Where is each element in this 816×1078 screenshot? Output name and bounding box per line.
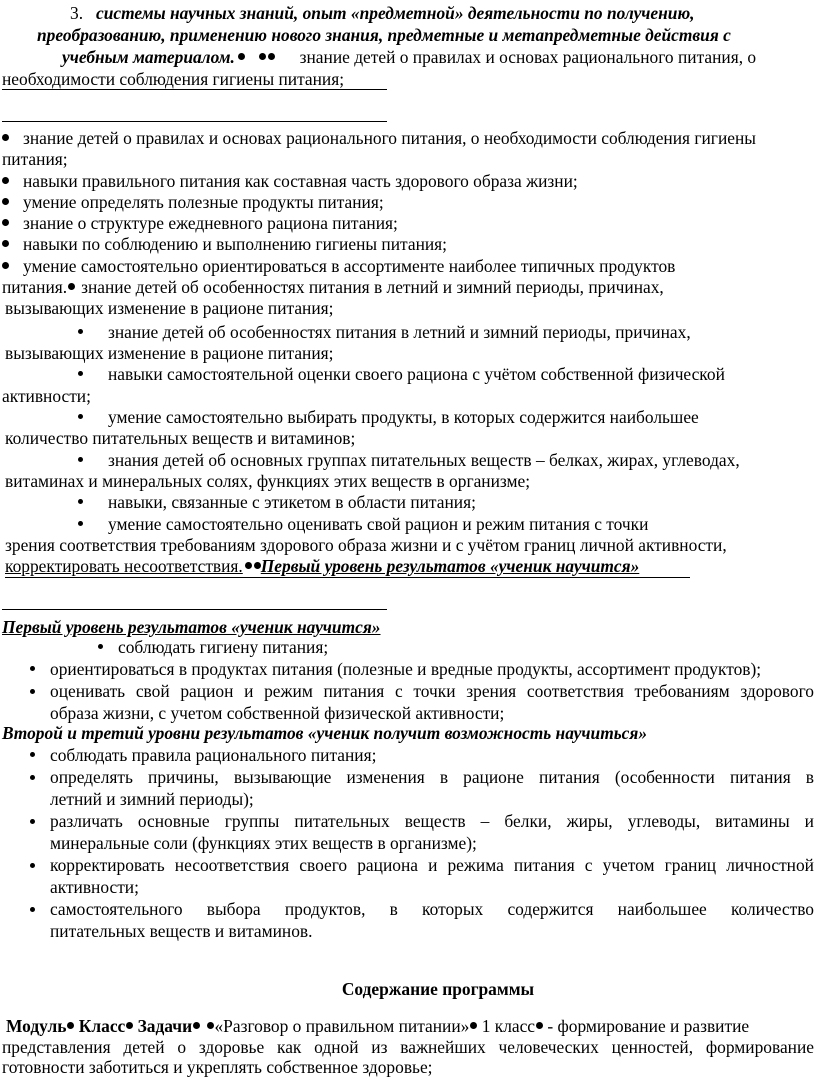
bullet-dot-icon (30, 689, 35, 694)
list-item: знания детей об основных группах питательных веществ – белках, жирах, углеводах, (78, 450, 740, 471)
list-item-continuation: минеральные соли (функциях этих веществ в организме); (50, 833, 477, 853)
list-item: знание детей о правилах и основах рационального питания, о необходимости соблюдения гигиены (2, 128, 756, 149)
bullet-dot-icon (259, 53, 266, 60)
horizontal-rule (2, 89, 387, 90)
heading-number: 3. (70, 3, 84, 23)
bullet-dot-icon (78, 521, 83, 526)
bullet-dot-icon (78, 371, 83, 376)
bullet-dot-icon (78, 499, 83, 504)
list-item-continuation: вызывающих изменение в рационе питания; (5, 298, 334, 318)
bullet-dot-icon (2, 198, 9, 205)
list-item-continuation: питания; (2, 149, 68, 169)
program-line-2: представления детей о здоровье как одной из важнейших человеческих ценностей, формирование (2, 1037, 814, 1057)
level2-title: Второй и третий уровни результатов «ученик получит возможность научиться» (2, 723, 648, 743)
bullet-dot-icon (30, 907, 35, 912)
list-item: знание детей об особенностях питания в летний и зимний периоды, причинах, (78, 322, 691, 343)
program-title: Содержание программы (341, 979, 535, 999)
list-item: навыки, связанные с этикетом в области питания; (78, 492, 476, 513)
bullet-dot-icon (2, 177, 9, 184)
list-item-continuation: активности; (50, 877, 139, 897)
horizontal-rule (2, 609, 387, 610)
list-item: определять причины, вызывающие изменения в рационе питания (особенности питания в (30, 767, 814, 788)
bullet-dot-icon (98, 644, 103, 649)
list-item: оценивать свой рацион и режим питания с точки зрения соответствия требованиям здорового (30, 681, 814, 702)
bullet-dot-icon (245, 562, 252, 569)
correct-line: корректировать несоответствия. Первый уровень результатов «ученик научится» (5, 556, 640, 576)
program-line-3: готовности заботиться и укреплять собственное здоровье; (2, 1057, 433, 1077)
list-item: самостоятельного выбора продуктов, в которых содержится наибольшее количество (30, 899, 814, 920)
list-item: умение самостоятельно оценивать свой рацион и режим питания с точки (78, 514, 648, 535)
list-item-continuation: образа жизни, с учетом собственной физической активности; (50, 703, 505, 723)
bullet-dot-icon (268, 53, 275, 60)
bullet-dot-icon (2, 219, 9, 226)
heading-line-3-italic: учебным материалом. (62, 47, 235, 67)
bullet-dot-icon (68, 283, 75, 290)
program-line-1: Модуль Класс Задачи «Разговор о правильном питании» 1 класс - формирование и развитие (6, 1016, 750, 1036)
list-item-continuation: питательных веществ и витаминов. (50, 921, 313, 941)
list-item: соблюдать правила рационального питания; (30, 745, 376, 766)
list-item-continuation: активности; (2, 386, 91, 406)
bullet-dot-icon (78, 329, 83, 334)
bullet-dot-icon (2, 134, 9, 141)
bullet-dot-icon (2, 240, 9, 247)
list-item: навыки самостоятельной оценки своего рациона с учётом собственной физической (78, 364, 725, 385)
level1-title: Первый уровень результатов «ученик научится» (2, 617, 381, 637)
list-item: различать основные группы питательных веществ – белки, жиры, углеводы, витамины и (30, 811, 814, 832)
horizontal-rule (2, 121, 387, 122)
heading-line-3-rest: знание детей о правилах и основах рационального питания, о (299, 47, 757, 67)
list-item: соблюдать гигиену питания; (98, 637, 328, 658)
heading-line-3 (62, 47, 756, 68)
list-item-continuation: зрения соответствия требованиям здорового образа жизни и с учётом границ личной активности, (5, 535, 727, 555)
bullet-dot-icon (193, 1022, 200, 1029)
bullet-dot-icon (30, 819, 35, 824)
list-item-continuation: витаминах и минеральных солях, функциях этих веществ в организме; (5, 471, 531, 491)
bullet-dot-icon (238, 53, 245, 60)
horizontal-rule (5, 577, 690, 578)
list-item: навыки правильного питания как составная часть здорового образа жизни; (2, 171, 578, 192)
list-item: знание о структуре ежедневного рациона питания; (2, 213, 398, 234)
bullet-dot-icon (30, 752, 35, 757)
list-item-continuation: вызывающих изменение в рационе питания; (5, 343, 334, 363)
bullet-dot-icon (126, 1022, 133, 1029)
list-item: умение самостоятельно выбирать продукты, в которых содержится наибольшее (78, 407, 699, 428)
list-item: умение самостоятельно ориентироваться в ассортименте наиболее типичных продуктов (2, 256, 675, 277)
bullet-dot-icon (78, 414, 83, 419)
bullet-dot-icon (536, 1022, 543, 1029)
bullet-dot-icon (30, 666, 35, 671)
list-item: корректировать несоответствия своего рациона и режима питания с учетом границ личностной (30, 855, 814, 876)
heading-line-4: необходимости соблюдения гигиены питания; (2, 69, 345, 89)
heading-line-2: преобразованию, применению нового знания, предметные и метапредметные действия с (37, 25, 731, 45)
bullet-dot-icon (470, 1022, 477, 1029)
list-item-continuation: питания. знание детей об особенностях питания в летний и зимний периоды, причинах, (2, 277, 664, 297)
list-item: ориентироваться в продуктах питания (полезные и вредные продукты, ассортимент продуктов); (30, 659, 761, 680)
list-item: навыки по соблюдению и выполнению гигиены питания; (2, 234, 447, 255)
bullet-dot-icon (254, 562, 261, 569)
bullet-dot-icon (30, 863, 35, 868)
list-item: умение определять полезные продукты питания; (2, 192, 384, 213)
heading-line-1: системы научных знаний, опыт «предметной» деятельности по получению, (96, 3, 695, 23)
bullet-dot-icon (67, 1022, 74, 1029)
bullet-dot-icon (2, 262, 9, 269)
bullet-dot-icon (30, 775, 35, 780)
list-item-continuation: летний и зимний периоды); (50, 789, 254, 809)
list-item-continuation: количество питательных веществ и витаминов; (5, 428, 356, 448)
bullet-dot-icon (78, 457, 83, 462)
